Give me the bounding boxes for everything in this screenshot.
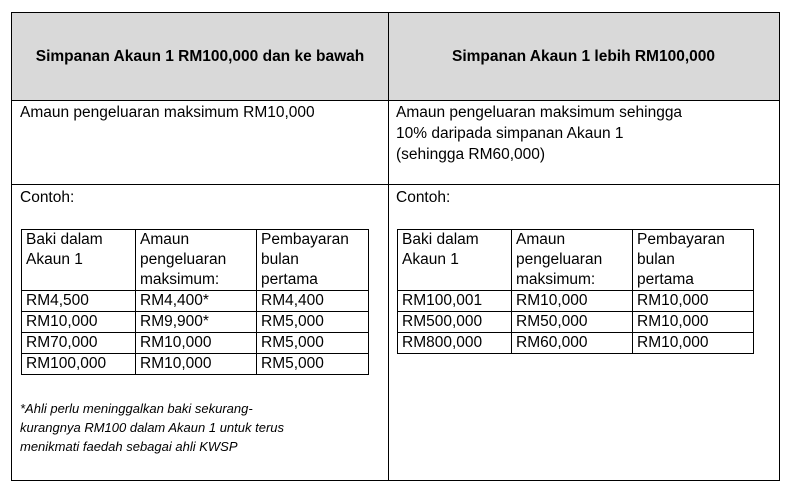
table-row <box>22 354 369 375</box>
table-cell: RM70,000 <box>22 333 136 354</box>
column-divider <box>388 13 389 480</box>
table-header-row <box>22 230 369 291</box>
table-cell: RM800,000 <box>398 333 512 354</box>
header-left-title: Simpanan Akaun 1 RM100,000 dan ke bawah <box>35 48 365 65</box>
header-line: Akaun 1 <box>402 251 459 268</box>
table-cell: RM9,900* <box>136 312 257 333</box>
table-cell: RM4,400* <box>136 291 257 312</box>
header-line: Pembayaran <box>261 231 349 248</box>
header-line: pertama <box>637 271 694 288</box>
table-cell: RM5,000 <box>257 354 369 375</box>
header-line: pertama <box>261 271 318 288</box>
table-header-row <box>398 230 754 291</box>
table-cell: RM4,500 <box>22 291 136 312</box>
table-cell: RM10,000 <box>136 333 257 354</box>
row-divider <box>12 184 779 185</box>
note-line: menikmati faedah sebagai ahli KWSP <box>20 439 238 454</box>
table-cell: RM5,000 <box>257 333 369 354</box>
header-line: pengeluaran <box>516 251 603 268</box>
column-header <box>22 230 136 291</box>
table-cell: RM500,000 <box>398 312 512 333</box>
table-cell: RM100,000 <box>22 354 136 375</box>
header-line: pengeluaran <box>140 251 227 268</box>
right-example-table <box>397 229 754 354</box>
table-cell: RM10,000 <box>22 312 136 333</box>
column-header <box>257 230 369 291</box>
header-line: maksimum: <box>516 271 596 288</box>
table-cell: RM10,000 <box>633 312 754 333</box>
table-row <box>22 291 369 312</box>
table-row <box>398 291 754 312</box>
note-line: *Ahli perlu meninggalkan baki sekurang- <box>20 401 253 416</box>
table-cell: RM50,000 <box>512 312 633 333</box>
column-header <box>633 230 754 291</box>
header-line: Amaun <box>516 231 566 248</box>
header-line: maksimum: <box>140 271 220 288</box>
header-divider <box>12 100 779 101</box>
text-line: Amaun pengeluaran maksimum sehingga <box>396 104 683 121</box>
table-row <box>398 312 754 333</box>
table-cell: RM10,000 <box>633 291 754 312</box>
table-cell: RM10,000 <box>633 333 754 354</box>
left-example-label: Contoh: <box>20 189 75 206</box>
header-line: Pembayaran <box>637 231 725 248</box>
header-line: Baki dalam <box>402 231 479 248</box>
text-line: 10% daripada simpanan Akaun 1 <box>396 125 624 142</box>
table-row <box>22 333 369 354</box>
table-cell: RM100,001 <box>398 291 512 312</box>
table-cell: RM10,000 <box>512 291 633 312</box>
left-max-withdrawal-text: Amaun pengeluaran maksimum RM10,000 <box>20 104 315 121</box>
table-cell: RM10,000 <box>136 354 257 375</box>
header-line: bulan <box>637 251 675 268</box>
footnote <box>20 399 370 456</box>
column-header <box>512 230 633 291</box>
right-max-withdrawal-text <box>396 102 682 165</box>
table-cell: RM4,400 <box>257 291 369 312</box>
header-line: Amaun <box>140 231 190 248</box>
column-header <box>136 230 257 291</box>
right-example-label: Contoh: <box>396 189 451 206</box>
left-example-table <box>21 229 369 375</box>
column-header <box>398 230 512 291</box>
table-cell: RM60,000 <box>512 333 633 354</box>
table-cell: RM5,000 <box>257 312 369 333</box>
header-line: bulan <box>261 251 299 268</box>
table-row <box>22 312 369 333</box>
note-line: kurangnya RM100 dalam Akaun 1 untuk terus <box>20 420 285 435</box>
text-line: (sehingga RM60,000) <box>396 146 546 163</box>
table-row <box>398 333 754 354</box>
header-right-title: Simpanan Akaun 1 lebih RM100,000 <box>451 48 715 65</box>
withdrawal-comparison-table <box>11 12 780 481</box>
header-line: Akaun 1 <box>26 251 83 268</box>
header-line: Baki dalam <box>26 231 103 248</box>
